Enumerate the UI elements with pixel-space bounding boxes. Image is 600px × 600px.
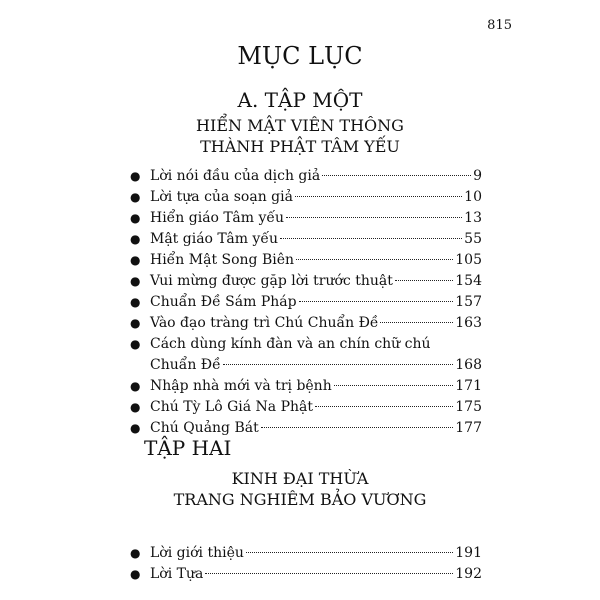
part-two-subtitle-line1: KINH ĐẠI THỪA — [231, 469, 369, 488]
bullet-icon: ● — [130, 253, 141, 267]
toc-entry — [130, 418, 482, 438]
part-one-heading: A. TẬP MỘT — [237, 88, 363, 112]
toc-entry — [130, 376, 482, 396]
toc-entry-page: 171 — [455, 378, 482, 394]
toc-entry — [130, 564, 482, 584]
toc-entry-title: Chú Tỳ Lô Giá Na Phật — [150, 399, 313, 415]
toc-entry — [130, 166, 482, 186]
dot-leader — [395, 280, 453, 281]
dot-leader — [280, 238, 462, 239]
bullet-icon: ● — [130, 337, 141, 351]
dot-leader — [295, 196, 462, 197]
toc-entry-title: Chú Quảng Bát — [150, 420, 259, 436]
bullet-icon: ● — [130, 316, 141, 330]
dot-leader — [223, 364, 454, 365]
toc-entry-page: 191 — [455, 545, 482, 561]
toc-entry-title: Lời tựa của soạn giả — [150, 189, 293, 205]
toc-entry-title: Hiển Mật Song Biên — [150, 252, 295, 268]
dot-leader — [246, 552, 453, 553]
bullet-icon: ● — [130, 190, 141, 204]
bullet-icon: ● — [130, 169, 141, 183]
toc-entry-title: Lời giới thiệu — [150, 545, 244, 561]
bullet-icon: ● — [130, 379, 141, 393]
toc-entry-page: 9 — [473, 168, 482, 184]
bullet-icon: ● — [130, 211, 141, 225]
part-one-subtitle-line1: HIỂN MẬT VIÊN THÔNG — [196, 116, 404, 135]
toc-entry-page: 192 — [455, 566, 482, 582]
toc-entry-continuation — [130, 355, 482, 375]
toc-entry-page: 163 — [455, 315, 482, 331]
toc-entry-page: 177 — [455, 420, 482, 436]
toc-entry — [130, 187, 482, 207]
toc-entry-page: 10 — [464, 189, 482, 205]
dot-leader — [380, 322, 453, 323]
bullet-icon: ● — [130, 421, 141, 435]
dot-leader — [261, 427, 454, 428]
toc-entry-title-line1: Cách dùng kính đàn và an chín chữ chú — [150, 336, 431, 352]
toc-entry-title: Lời nói đầu của dịch giả — [150, 168, 321, 184]
toc-entry-page: 154 — [455, 273, 482, 289]
toc-entry — [130, 229, 482, 249]
bullet-icon: ● — [130, 295, 141, 309]
dot-leader — [299, 301, 454, 302]
toc-entry — [130, 250, 482, 270]
bullet-icon: ● — [130, 546, 141, 560]
toc-entry-title: Vào đạo tràng trì Chú Chuẩn Đề — [150, 315, 379, 331]
dot-leader — [205, 573, 453, 574]
toc-entry-first-line — [130, 334, 482, 354]
part-two-heading: TẬP HAI — [144, 436, 232, 460]
toc-entry — [130, 271, 482, 291]
page-title: MỤC LỤC — [237, 42, 363, 70]
toc-entry — [130, 543, 482, 563]
part-one-subtitle-line2: THÀNH PHẬT TÂM YẾU — [200, 137, 400, 156]
dot-leader — [315, 406, 453, 407]
toc-entry-title: Hiển giáo Tâm yếu — [150, 210, 284, 226]
toc-entry — [130, 313, 482, 333]
dot-leader — [334, 385, 454, 386]
toc-entry-page: 168 — [455, 357, 482, 373]
dot-leader — [322, 175, 471, 176]
page-number: 815 — [487, 18, 512, 33]
part-two-subtitle-line2: TRANG NGHIÊM BẢO VƯƠNG — [173, 490, 427, 509]
toc-entry-title: Mật giáo Tâm yếu — [150, 231, 278, 247]
toc-entry-page: 55 — [464, 231, 482, 247]
toc-entry-title: Nhập nhà mới và trị bệnh — [150, 378, 332, 394]
toc-entry — [130, 208, 482, 228]
bullet-icon: ● — [130, 274, 141, 288]
toc-entry-page: 175 — [455, 399, 482, 415]
toc-entry-title: Chuẩn Đề Sám Pháp — [150, 294, 297, 310]
bullet-icon: ● — [130, 567, 141, 581]
bullet-icon: ● — [130, 400, 141, 414]
toc-entry-page: 157 — [455, 294, 482, 310]
bullet-icon: ● — [130, 232, 141, 246]
toc-entry — [130, 397, 482, 417]
dot-leader — [296, 259, 453, 260]
toc-entry-title: Lời Tựa — [150, 566, 204, 582]
dot-leader — [286, 217, 462, 218]
toc-entry — [130, 292, 482, 312]
toc-entry-page: 13 — [464, 210, 482, 226]
toc-entry-title: Chuẩn Đề — [150, 357, 221, 373]
toc-entry-page: 105 — [455, 252, 482, 268]
toc-entry-title: Vui mừng được gặp lời trước thuật — [150, 273, 393, 289]
